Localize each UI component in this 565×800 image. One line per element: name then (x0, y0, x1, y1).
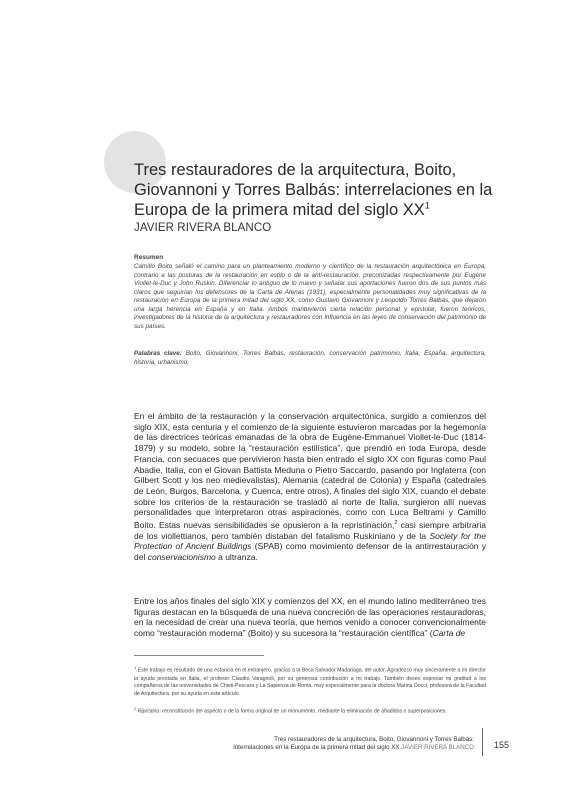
footnote-2-text: : reconstitución del aspecto o de la forma original de un monumento, mediante la eliminación de añadidos o superposiciones. (159, 708, 447, 715)
abstract-text: Camillo Boito señaló el camino para un planteamiento moderno y científico de la restauración arquitectónica en Europa, contrario a las posturas de la restauración en estilo o de la anti-restauración, preconizadas respectivamente por Eugène Viollet-le-Duc y John Ruskin. Diferenciar lo antiguo de lo nuevo y señalar sus aportaciones fueron dos de sus puntos más claros que seguirían los defensores de la Carta de Atenas (1931), especialmente personalidades muy significativas de la restauración en Europa de la primera mitad del siglo XX, como Gustavo Giovannoni y Leopoldo Torres Balbás, que dejaron una larga herencia en España y en Italia. Ambos mantuvieron cierta relación personal y epistolar, fueron teóricos, investigadores de la historia de la arquitectura y restauradores con influencia en las leyes de conservación del patrimonio de sus países. (134, 263, 486, 330)
para1-part-a: En el ámbito de la restauración y la conservación arquitectónica, surgido a comienzos del siglo XIX, esta centuria y el comienzo de la siguiente estuvieron marcadas por la hegemonía de las directrices teóricas emanadas de la obra de Eugène-Emmanuel Viollet-le-Duc (1814-1879) y su modelo, sobre la “restauración estilística”, que prendió en toda Europa, desde Francia, con secuaces que pervivieron hasta bien entrado el siglo XX con figuras como Paul Abadie, Italia, con el Giovan Battista Meduna o Pietro Saccardo, pasando por Inglaterra (con Gilbert Scott y los neo medievalistas), Alemania (catedral de Colonia) y España (catedrales de León, Burgos, Barcelona, y Cuenca, entre otros). A finales del siglo XIX, cuando el debate sobre los criterios de la restauración se trasladó al norte de Italia, surgieron allí nuevas personalidades que interpretaron otras aspiraciones, como con Luca Beltrami y Camillo Boito. Estas nuevas sensibilidades se opusieron a la repristinación, (134, 411, 486, 530)
footnote-rule (134, 655, 264, 656)
para1-part-c: (SPAB) como movimiento defensor de la antirrestauración y del (134, 541, 486, 562)
running-footer (222, 736, 474, 752)
body-paragraph-2 (134, 596, 486, 639)
title-text: Tres restauradores de la arquitectura, Boito, Giovannoni y Torres Balbás: interrelaciones en la Europa de la primera mitad del siglo XX (134, 161, 493, 219)
footnote-1 (134, 664, 486, 699)
para1-part-b: casi siempre arbitraria de los viollettianos, pero también distaban del fatalismo Ruskiniano y de la (134, 519, 486, 541)
keywords-label: Palabras clave: (134, 350, 182, 357)
para1-part-d: a ultranza. (215, 551, 258, 562)
body-paragraph-1 (134, 411, 486, 563)
spab-name: Society for the Protection of Ancient Buildings (134, 530, 486, 552)
article-title (134, 160, 514, 220)
article-author: JAVIER RIVERA BLANCO (134, 222, 272, 234)
footnote-2-number: 2 (134, 706, 137, 711)
footer-author: JAVIER RIVERA BLANCO (401, 743, 474, 751)
footnote-1-marker: 1 (134, 665, 137, 670)
keywords (134, 350, 486, 367)
page-number: 155 (494, 740, 510, 750)
abstract-label: Resumen (134, 254, 164, 261)
title-footnote-marker: 1 (424, 200, 430, 211)
footer-line-1: Tres restauradores de la arquitectura, Boito, Giovannoni y Torres Balbás: (274, 736, 474, 743)
footnote-2-term: Ripristino (137, 708, 160, 715)
footnote-1-text: Este trabajo es resultado de una estancia en el extranjero, gracias a la Beca Salvador Madariaga, del autor. Agradezco muy sinceramente a mi director la ayuda prestada en Italia, el profesor Claudio Varagnoli, por su generosa contribución a mi trabajo. También deseo expresar mi gratitud a los compañeros de las universidades de Chieti-Pescara y La Sapienza de Roma, muy especialmente para la doctora Marina Docci, profesora de la Facultad de Arquitectura, por su ayuda en este artículo. (134, 667, 486, 698)
para2-italic: Carta de (432, 628, 466, 639)
footnote-2-marker: 2 (394, 520, 398, 527)
keywords-text: Boito, Giovannoni, Torres Balbás, restauración, conservación patrimonio, Italia, España, arquitectura, historia, urbanismo. (134, 350, 486, 366)
para2-part-a: Entre los años finales del siglo XIX y comienzos del XX, en el mundo latino mediterráneo tres figuras destacan en la búsqueda de una nueva concreción de las operaciones restauradoras, en la necesidad de crear una nueva teoría, que hemos venido a conocer convencionalmente como “restauración moderna” (Boito) y su sucesora la “restauración científica” ( (134, 596, 486, 639)
footer-divider (482, 728, 483, 756)
footnote-2 (134, 705, 486, 717)
conservacionismo-term: conservacionismo (147, 551, 216, 562)
footer-line-2: interrelaciones en la Europa de la primera mitad del siglo XX (233, 743, 400, 751)
